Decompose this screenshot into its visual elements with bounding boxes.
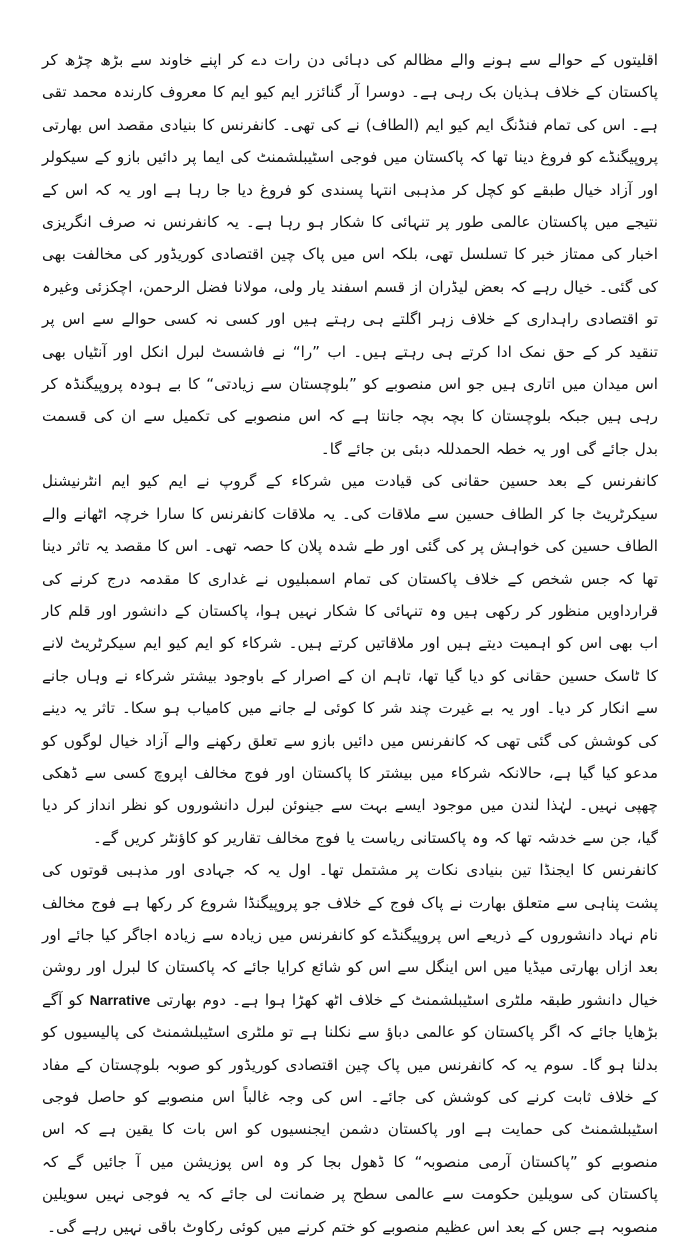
article-body xyxy=(42,44,658,1243)
inline-latin-word: Narrative xyxy=(89,991,151,1008)
paragraph: کانفرنس کے بعد حسین حقانی کی قیادت میں شرکاء کے گروپ نے ایم کیو ایم انٹرنیشنل سیکرٹریٹ جا کر الطاف حسین سے ملاقات کی۔ یہ ملاقات کانفرنس کا سارا خرچہ اٹھانے والے الطاف حسین کی خواہش پر کی گئی اور طے شدہ پلان کا حصہ تھی۔ اس کا مقصد یہ تاثر دینا تھا کہ جس شخص کے خلاف پاکستان کی تمام اسمبلیوں نے غداری کا مقدمہ درج کرنے کی قرارداویں منظور کر رکھی ہیں وہ تنہائی کا شکار نہیں ہوا، پاکستان کے دانشور اور قلم کار اب بھی اس کو اہمیت دیتے ہیں اور ملاقاتیں کرتے ہیں۔ شرکاء کو ایم کیو ایم سیکرٹریٹ لانے کا ٹاسک حسین حقانی کو دیا گیا تھا، تاہم ان کے اصرار کے باوجود بیشتر شرکاء نے وہاں جانے سے انکار کر دیا۔ اور یہ بے غیرت چند شر کا کوئی لے جانے میں کامیاب ہو سکا۔ تاثر یہ دینے کی کوشش کی گئی تھی کہ کانفرنس میں دائیں بازو سے تعلق رکھنے والے آزاد خیال لوگوں کو مدعو کیا گیا ہے، حالانکہ شرکاء میں بیشتر کا پاکستان اور فوج مخالف اپروچ کسی سے ڈھکی چھپی نہیں۔ لہٰذا لندن میں موجود ایسے بہت سے جینوئن لبرل دانشوروں کو نظر انداز کر دیا گیا، جن سے خدشہ تھا کہ وہ پاکستانی ریاست یا فوج مخالف تقاریر کو کاؤنٹر کریں گے۔ xyxy=(42,472,658,847)
paragraph: کانفرنس کا ایجنڈا تین بنیادی نکات پر مشتمل تھا۔ اول یہ کہ جہادی اور مذہبی قوتوں کی پشت پناہی سے متعلق بھارت نے پاک فوج کے خلاف جو پروپیگنڈا شروع کر رکھا ہے فوج مخالف نام نہاد دانشوروں کے ذریعے اس پروپیگنڈے کو کانفرنس میں زیادہ سے زیادہ اجاگر کیا جائے اور بعد ازاں بھارتی میڈیا میں اس اینگل سے اس کو شائع کرایا جائے کہ پاکستان کا لبرل اور روشن خیال دانشور طبقہ ملٹری اسٹیبلشمنٹ کے خلاف اٹھ کھڑا ہوا ہے۔ دوم بھارتی Narrative کو آگے بڑھایا جائے کہ اگر پاکستان کو عالمی دباؤ سے نکلنا ہے تو ملٹری اسٹیبلشمنٹ کی پالیسیوں کو بدلنا ہو گا۔ سوم یہ کہ کانفرنس میں پاک چین اقتصادی کوریڈور کو صوبہ بلوچستان کے مفاد کے خلاف ثابت کرنے کی کوشش کی جائے۔ اس کی وجہ غالباً اس منصوبے کو حاصل فوجی اسٹیبلشمنٹ کی حمایت ہے اور پاکستان دشمن ایجنسیوں کو اس بات کا یقین ہے کہ اس منصوبے کو ”پاکستان آرمی منصوبہ“ کا ڈھول بجا کر وہ اس پوزیشن میں آ جائیں گے کہ پاکستان کی سویلین حکومت سے عالمی سطح پر ضمانت لی جائے کہ یہ فوجی نہیں سویلین منصوبہ ہے جس کے بعد اس عظیم منصوبے کو ختم کرنے میں کوئی رکاوٹ باقی نہیں رہے گی۔ xyxy=(42,861,658,1236)
paragraph: اقلیتوں کے حوالے سے ہونے والے مظالم کی دہائی دن رات دے کر اپنے خاوند سے بڑھ چڑھ کر پاکستان کے خلاف ہذیان بک رہی ہے۔ دوسرا آر گنائزر ایم کیو ایم کا معروف کارندہ محمد تقی ہے۔ اس کی تمام فنڈنگ ایم کیو ایم (الطاف) نے کی تھی۔ کانفرنس کا بنیادی مقصد اس بھارتی پروپیگنڈے کو فروغ دینا تھا کہ پاکستان میں فوجی اسٹیبلشمنٹ کی ایما پر دائیں بازو کے سیکولر اور آزاد خیال طبقے کو کچل کر مذہبی انتہا پسندی کو فروغ دیا جا رہا ہے اور یہ کہ اس کے نتیجے میں پاکستان عالمی طور پر تنہائی کا شکار ہو رہا ہے۔ یہ کانفرنس نہ صرف انگریزی اخبار کی ممتاز خبر کا تسلسل تھی، بلکہ اس میں پاک چین اقتصادی کوریڈور کی مخالفت بھی کی گئی۔ خیال رہے کہ بعض لیڈران از قسم اسفند یار ولی، مولانا فضل الرحمن، اچکزئی وغیرہ تو اقتصادی راہداری کے خلاف زہر اگلتے ہی رہتے ہیں اور کسی نہ کسی حوالے سے اس پر تنقید کر کے حق نمک ادا کرتے ہی رہتے ہیں۔ اب ”را“ نے فاشسٹ لبرل انکل اور آنٹیاں بھی اس میدان میں اتاری ہیں جو اس منصوبے کو ”بلوچستان سے زیادتی“ کا بے ہودہ پروپیگنڈہ کر رہی ہیں جبکہ بلوچستان کا بچہ بچہ جانتا ہے کہ اس منصوبے کی تکمیل سے ان کی قسمت بدل جائے گی اور یہ خطہ الحمدللہ دبئی بن جائے گا۔ xyxy=(42,51,658,458)
